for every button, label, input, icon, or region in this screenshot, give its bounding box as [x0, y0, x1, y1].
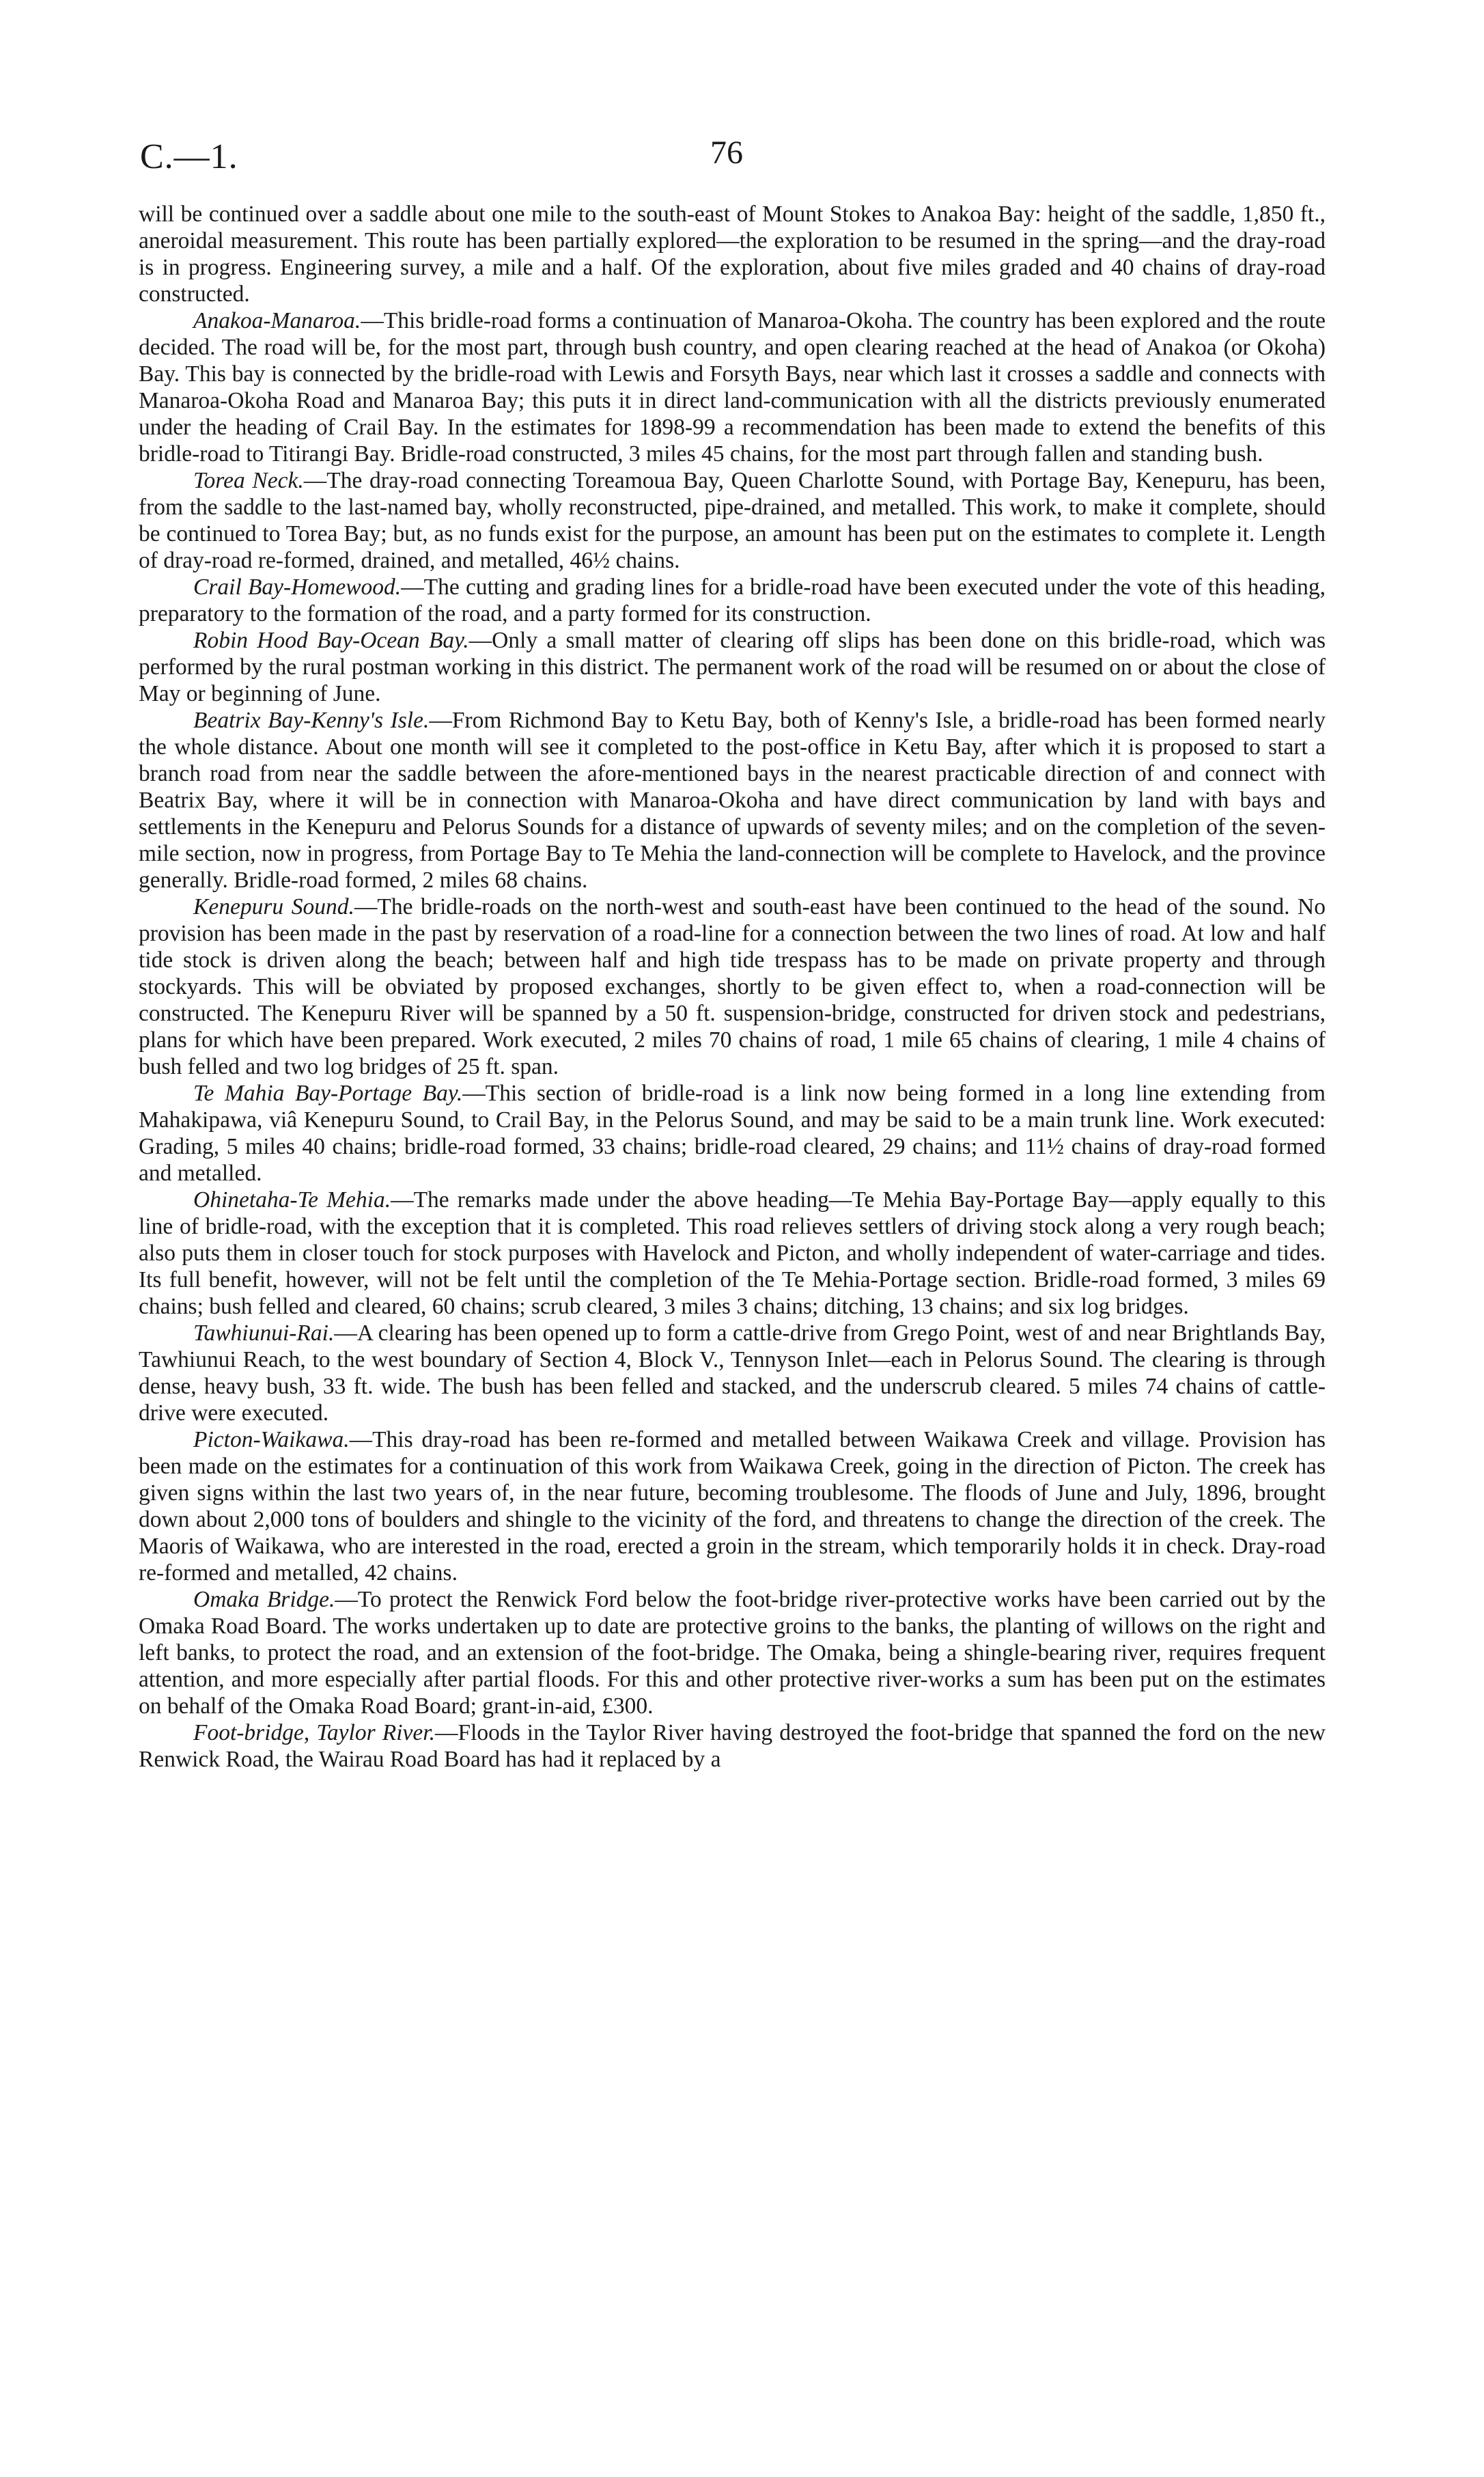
paragraph-text: —The bridle-roads on the north-west and south-east have been continued to the head of the sound. No provision has been made in the past by reservation of a road-line for a connection between the two lines of road. At low and half tide stock is driven along the beach; between half and high tide trespass has to be made on private property and through stockyards. This will be obviated by proposed exchanges, shortly to be given effect to, when a road-connection will be constructed. The Kenepuru River will be spanned by a 50 ft. suspension-bridge, constructed for driven stock and pedestrians, plans for which have been prepared. Work executed, 2 miles 70 chains of road, 1 mile 65 chains of clearing, 1 mile 4 chains of bush felled and two log bridges of 25 ft. span.	[139, 894, 1326, 1079]
paragraph	[139, 894, 1326, 1080]
paragraph-text: —This dray-road has been re-formed and metalled between Waikawa Creek and village. Provision has been made on the estimates for a continuation of this work from Waikawa Creek, going in the direction of Picton. The creek has given signs within the last two years of, in the near future, becoming troublesome. The floods of June and July, 1896, brought down about 2,000 tons of boulders and shingle to the vicinity of the ford, and threatens to change the direction of the creek. The Maoris of Waikawa, who are interested in the road, erected a groin in the stream, which temporarily holds it in check. Dray-road re-formed and metalled, 42 chains.	[139, 1427, 1326, 1586]
paragraph	[139, 574, 1326, 627]
paragraph	[139, 1320, 1326, 1426]
section-heading: Ohinetaha-Te Mehia.	[193, 1187, 391, 1213]
paragraph-text: —A clearing has been opened up to form a cattle-drive from Grego Point, west of and near Brightlands Bay, Tawhiunui Reach, to the west boundary of Section 4, Block V., Tennyson Inlet—each in Pelorus Sound. The clearing is through dense, heavy bush, 33 ft. wide. The bush has been felled and stacked, and the underscrub cleared. 5 miles 74 chains of cattle-drive were executed.	[139, 1320, 1326, 1426]
page-number: 76	[710, 135, 743, 171]
paragraph	[139, 1719, 1326, 1773]
paragraph-text: —This section of bridle-road is a link now being formed in a long line extending from Mahakipawa, viâ Kenepuru Sound, to Crail Bay, in the Pelorus Sound, and may be said to be a main trunk line. Work executed: Grading, 5 miles 40 chains; bridle-road formed, 33 chains; bridle-road cleared, 29 chains; and 11½ chains of dray-road formed and metalled.	[139, 1081, 1326, 1186]
section-heading: Omaka Bridge.	[193, 1587, 335, 1612]
section-heading: Robin Hood Bay-Ocean Bay.	[193, 628, 469, 653]
paragraph	[139, 1586, 1326, 1719]
document-reference: C.—1.	[140, 137, 238, 176]
paragraph	[139, 1426, 1326, 1586]
section-heading: Torea Neck.	[193, 468, 304, 493]
section-heading: Te Mahia Bay-Portage Bay.	[193, 1081, 463, 1106]
paragraph-text: —The remarks made under the above heading—Te Mehia Bay-Portage Bay—apply equally to this line of bridle-road, with the exception that it is completed. This road relieves settlers of driving stock along a very rough beach; also puts them in closer touch for stock purposes with Havelock and Picton, and wholly independent of water-carriage and tides. Its full benefit, however, will not be felt until the completion of the Te Mehia-Portage section. Bridle-road formed, 3 miles 69 chains; bush felled and cleared, 60 chains; scrub cleared, 3 miles 3 chains; ditching, 13 chains; and six log bridges.	[139, 1187, 1326, 1319]
paragraph-text: —Floods in the Taylor River having destroyed the foot-bridge that spanned the ford on the new Renwick Road, the Wairau Road Board has had it replaced by a	[139, 1720, 1326, 1772]
paragraph-text: —From Richmond Bay to Ketu Bay, both of Kenny's Isle, a bridle-road has been formed nearly the whole distance. About one month will see it completed to the post-office in Ketu Bay, after which it is proposed to start a branch road from near the saddle between the afore-mentioned bays in the nearest practicable direction of and connect with Beatrix Bay, where it will be in connection with Manaroa-Okoha and have direct communication by land with bays and settlements in the Kenepuru and Pelorus Sounds for a distance of upwards of seventy miles; and on the completion of the seven-mile section, now in progress, from Portage Bay to Te Mehia the land-connection will be complete to Havelock, and the province generally. Bridle-road formed, 2 miles 68 chains.	[139, 708, 1326, 893]
section-heading: Tawhiunui-Rai.	[193, 1320, 335, 1346]
paragraph	[139, 201, 1326, 307]
body-text	[139, 201, 1326, 1773]
section-heading: Beatrix Bay-Kenny's Isle.	[193, 708, 430, 733]
section-heading: Crail Bay-Homewood.	[193, 575, 402, 600]
section-heading: Kenepuru Sound.	[193, 894, 354, 919]
section-heading: Picton-Waikawa.	[193, 1427, 350, 1452]
paragraph-text: —The dray-road connecting Toreamoua Bay, Queen Charlotte Sound, with Portage Bay, Kenepuru, has been, from the saddle to the last-named bay, wholly reconstructed, pipe-drained, and metalled. This work, to make it complete, should be continued to Torea Bay; but, as no funds exist for the purpose, an amount has been put on the estimates to complete it. Length of dray-road re-formed, drained, and metalled, 46½ chains.	[139, 468, 1326, 573]
paragraph	[139, 707, 1326, 894]
paragraph	[139, 1080, 1326, 1187]
paragraph-text: will be continued over a saddle about one mile to the south-east of Mount Stokes to Anakoa Bay: height of the saddle, 1,850 ft., aneroidal measurement. This route has been partially explored—the exploration to be resumed in the spring—and the dray-road is in progress. Engineering survey, a mile and a half. Of the exploration, about five miles graded and 40 chains of dray-road constructed.	[139, 202, 1326, 307]
paragraph	[139, 307, 1326, 467]
paragraph-text: —This bridle-road forms a continuation of Manaroa-Okoha. The country has been explored and the route decided. The road will be, for the most part, through bush country, and open clearing reached at the head of Anakoa (or Okoha) Bay. This bay is connected by the bridle-road with Lewis and Forsyth Bays, near which last it crosses a saddle and connects with Manaroa-Okoha Road and Manaroa Bay; this puts it in direct land-communication with all the districts previously enumerated under the heading of Crail Bay. In the estimates for 1898-99 a recommendation has been made to extend the benefits of this bridle-road to Titirangi Bay. Bridle-road constructed, 3 miles 45 chains, for the most part through fallen and standing bush.	[139, 308, 1326, 467]
section-heading: Anakoa-Manaroa.	[193, 308, 361, 333]
paragraph	[139, 1187, 1326, 1320]
paragraph	[139, 627, 1326, 707]
paragraph	[139, 467, 1326, 574]
section-heading: Foot-bridge, Taylor River.	[193, 1720, 435, 1745]
paragraph-text: —To protect the Renwick Ford below the foot-bridge river-protective works have been carried out by the Omaka Road Board. The works undertaken up to date are protective groins to the banks, the planting of willows on the right and left banks, to protect the road, and an extension of the foot-bridge. The Omaka, being a shingle-bearing river, requires frequent attention, and more especially after partial floods. For this and other protective river-works a sum has been put on the estimates on behalf of the Omaka Road Board; grant-in-aid, £300.	[139, 1587, 1326, 1719]
paragraph-text: —The cutting and grading lines for a bridle-road have been executed under the vote of this heading, preparatory to the formation of the road, and a party formed for its construction.	[139, 575, 1326, 626]
paragraph-text: —Only a small matter of clearing off slips has been done on this bridle-road, which was performed by the rural postman working in this district. The permanent work of the road will be resumed on or about the close of May or beginning of June.	[139, 628, 1326, 706]
